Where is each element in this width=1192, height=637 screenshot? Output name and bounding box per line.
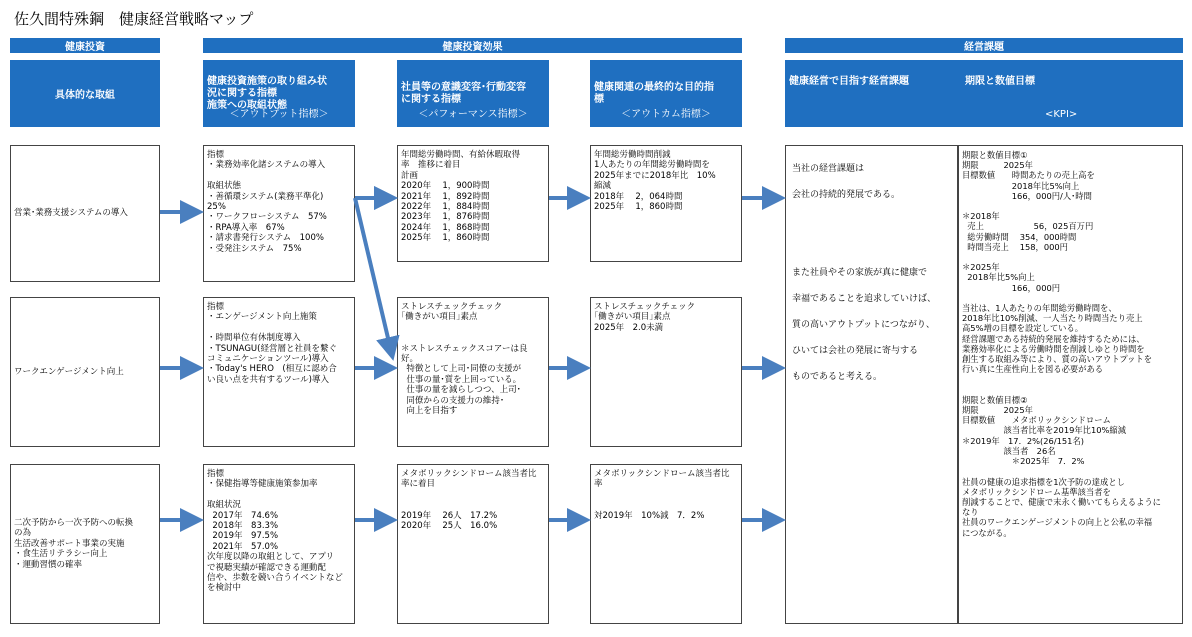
subheader-initiatives: 具体的な取組 (10, 60, 160, 127)
outcome-box-1: 年間総労働時間削減 1人あたりの年間総労働時間を 2025年までに2018年比 10% 縮減 2018年 2，064時間 2025年 1，860時間 (590, 145, 742, 262)
subheader-output-title: 健康投資施策の取り組み状 況に関する指標 施策への取組状態 (207, 76, 327, 111)
subheader-output-tag: ＜アウトプット指標＞ (229, 109, 329, 120)
header-investment-effect: 健康投資効果 (203, 38, 742, 53)
outcome-box-2: ストレスチェックチェック ｢働きがい項目｣素点 2025年 2.0未満 (590, 297, 742, 447)
performance-box-3: メタボリックシンドローム該当者比 率に着目 2019年 26人 17.2% 2020年 25人 16.0% (397, 464, 549, 624)
arrow-r1-output-to-r2-performance-a (355, 198, 392, 355)
page-title: 佐久間特殊鋼 健康経営戦略マップ (14, 10, 254, 28)
subheader-outcome-tag: ＜アウトカム指標＞ (621, 109, 711, 120)
subheader-performance-tag: ＜パフォーマンス指標＞ (418, 109, 528, 120)
kpi-box: 期限と数値目標① 期限 2025年 目標数値 時間あたりの売上高を 2018年比5%向上 166，000円/人･時間 ＊2018年 売上 56，025百万円 総労働時間 354，000時間 時間当売上 158，000円 ＊2025年 2018年比5%向上 166，000円 当社は、1人あたりの年間総労働時間を、 2018年比10%削減、一人当たり時間当たり売上 高5%増の目標を設定している。 経営課題である持続的発展を維持するためには、 業務効率化による労働時間を削減しゆとり時間を 創生する取組み等により、質の高いアウトプットを 行い真に生産性向上を図る必要がある 期限と数値目標② 期限 2025年 目標数値 メタボリックシンドローム 該当者比率を2019年比10%縮減 ＊2019年 17．2%(26/151名) 該当者 26名 ＊2025年 7．2% 社員の健康の追求指標を1次予防の達成とし メタボリックシンドローム基準該当者を 削減することで、健康で末永く働いてもらえるように なり 社員のワークエンゲージメントの向上と公私の幸福 につながる。 (958, 145, 1183, 624)
header-health-investment: 健康投資 (10, 38, 160, 53)
management-goal-box: 当社の経営課題は 会社の持続的発展である。 また社員やその家族が真に健康で 幸福であることを追求していけば、 質の高いアウトプットにつながり、 ひいては会社の発展に寄与する ものであると考える。 (785, 145, 958, 624)
initiative-label-3: 二次予防から一次予防への転換 の為 生活改善サポート事業の実施 ・食生活リテラシー向上 ・運動習慣の確率 (14, 517, 134, 570)
outcome-box-3: メタボリックシンドローム該当者比 率 対2019年 10%減 7．2% (590, 464, 742, 624)
output-box-2: 指標 ・エンゲージメント向上施策 ・時間単位有休制度導入 ・TSUNAGU(経営層と社員を繋ぐ コミュニケーションツール)導入 ・Today's HERO (相互に認め合 い良い点を共有するツール)導入 (203, 297, 355, 447)
subheader-performance-title: 社員等の意識変容･行動変容 に関する指標 (401, 82, 526, 105)
subheader-outcome-title: 健康関連の最終的な目的指 標 (594, 82, 714, 105)
initiative-label-1: 営業･業務支援システムの導入 (14, 208, 128, 219)
performance-box-1: 年間総労働時間、有給休暇取得 率 推移に着目 計画 2020年 1，900時間 2021年 1，892時間 2022年 1，884時間 2023年 1，876時間 2024年 1，868時間 2025年 1，860時間 (397, 145, 549, 262)
performance-box-2: ストレスチェックチェック ｢働きがい項目｣素点 ＊ストレスチェックスコアーは良 好。 特徴として上司･同僚の支援が 仕事の量･質を上回っている。 仕事の量を減らしつつ、上司･ 同僚からの支援力の維持･ 向上を目指す (397, 297, 549, 447)
output-box-3: 指標 ・保健指導等健康施策参加率 取組状況 2017年 74.6% 2018年 83.3% 2019年 97.5% 2021年 57.0% 次年度以降の取組として、アプリ で視聴実績が確認できる運動配 信や、歩数を競い合うイベントなど を検討中 (203, 464, 355, 624)
subheader-goal-title: 健康経営で目指す経営課題 (789, 76, 909, 87)
subheader-kpi-title: 期限と数値目標 (965, 76, 1035, 87)
header-management-issues: 経営課題 (785, 38, 1183, 53)
output-box-1: 指標 ・業務効率化諸システムの導入 取組状態 ・善循環システム(業務平準化) 25% ・ワークフローシステム 57% ・RPA導入率 67% ・請求書発行システム 100% ・受発注システム 75% (203, 145, 355, 282)
initiative-label-2: ワークエンゲージメント向上 (14, 366, 124, 377)
subheader-kpi-tag: <KPI> (1045, 109, 1078, 120)
